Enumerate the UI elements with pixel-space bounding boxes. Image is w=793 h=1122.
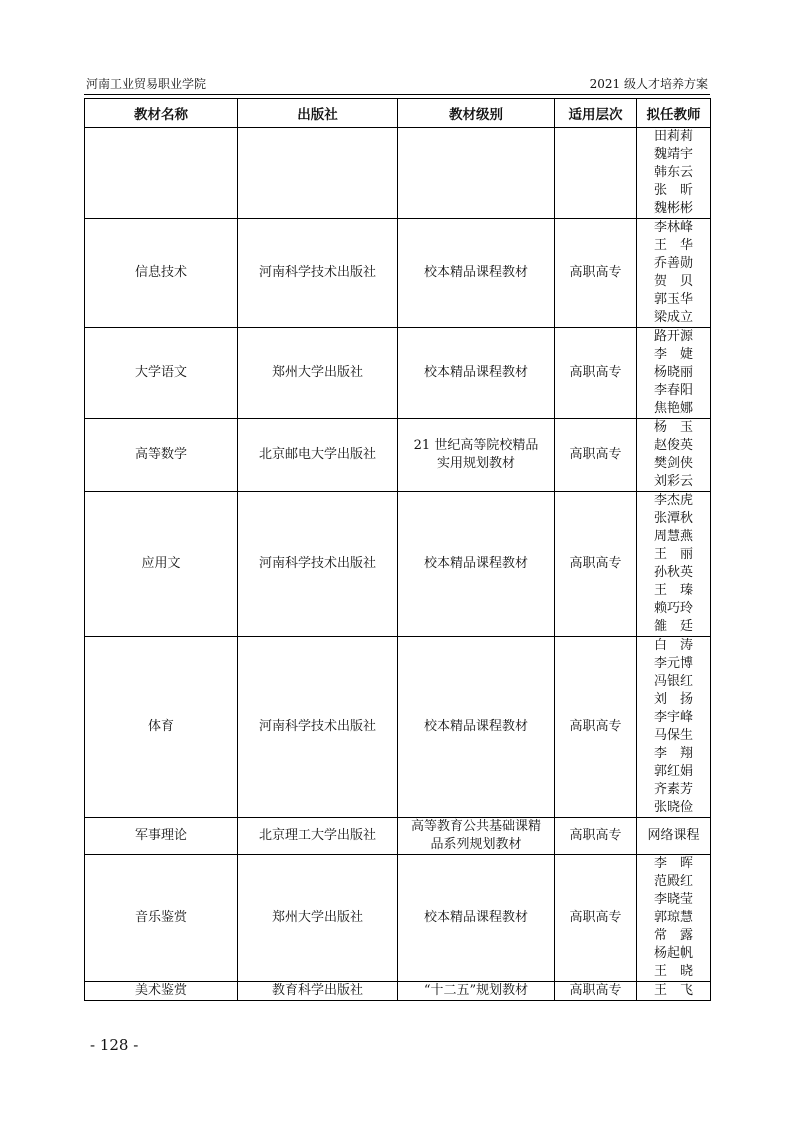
scope-cell: 高职高专 (555, 219, 637, 328)
teacher-name: 赵俊英 (653, 438, 693, 453)
teacher-name: 范殿红 (653, 874, 693, 889)
column-header-teachers: 拟任教师 (637, 99, 711, 128)
column-header-level: 教材级别 (398, 99, 555, 128)
scope-cell: 高职高专 (555, 982, 637, 1001)
teacher-name: 网络课程 (647, 828, 700, 843)
level-cell (398, 492, 555, 637)
table-header-row (85, 99, 711, 128)
table-row (85, 855, 711, 982)
publisher-cell: 教育科学出版社 (238, 982, 398, 1001)
scope-cell: 高职高专 (555, 419, 637, 492)
teacher-name: 魏彬彬 (653, 201, 693, 216)
level-cell (398, 128, 555, 219)
scope-cell: 高职高专 (555, 492, 637, 637)
teacher-name: 李 晖 (653, 856, 693, 871)
teacher-name: 郭玉华 (653, 292, 693, 307)
publisher-cell: 郑州大学出版社 (238, 855, 398, 982)
teacher-name: 焦艳娜 (653, 401, 693, 416)
publisher-cell: 北京理工大学出版社 (238, 818, 398, 855)
level-text: “十二五”规划教材 (423, 983, 529, 998)
column-header-publisher: 出版社 (238, 99, 398, 128)
level-text: 校本精品课程教材 (423, 556, 528, 571)
textbook-table (84, 98, 711, 1001)
textbook-name-cell: 军事理论 (85, 818, 238, 855)
teacher-name: 田莉莉 (653, 129, 693, 144)
publisher-cell: 北京邮电大学出版社 (238, 419, 398, 492)
teacher-name: 常 露 (653, 928, 693, 943)
teacher-name: 王 丽 (653, 547, 693, 562)
teacher-name: 樊剑侠 (653, 456, 693, 471)
scope-cell: 高职高专 (555, 818, 637, 855)
institution-name: 河南工业贸易职业学院 (86, 77, 207, 91)
scope-cell: 高职高专 (555, 328, 637, 419)
teacher-name: 白 涛 (653, 638, 693, 653)
publisher-cell: 河南科学技术出版社 (238, 637, 398, 818)
textbook-name-cell: 高等数学 (85, 419, 238, 492)
teacher-name: 杨起帆 (653, 946, 693, 961)
textbook-name-cell: 大学语文 (85, 328, 238, 419)
textbook-name-cell: 美术鉴赏 (85, 982, 238, 1001)
teacher-name: 张 昕 (653, 183, 693, 198)
teachers-cell (637, 128, 711, 219)
teacher-name: 齐素芳 (653, 782, 693, 797)
table-row (85, 128, 711, 219)
teachers-cell (637, 982, 711, 1001)
teacher-name: 王 晓 (653, 964, 693, 979)
textbook-name-cell: 应用文 (85, 492, 238, 637)
teachers-cell (637, 637, 711, 818)
scope-cell: 高职高专 (555, 637, 637, 818)
level-text: 校本精品课程教材 (423, 719, 528, 734)
textbook-name-cell: 体育 (85, 637, 238, 818)
header-rule (84, 94, 710, 95)
publisher-cell: 河南科学技术出版社 (238, 492, 398, 637)
publisher-cell (238, 128, 398, 219)
teacher-name: 李林峰 (653, 220, 693, 235)
table-row (85, 637, 711, 818)
level-cell (398, 637, 555, 818)
teacher-name: 马保生 (653, 728, 693, 743)
textbook-name-cell (85, 128, 238, 219)
teacher-name: 张潭秋 (653, 511, 693, 526)
table-row (85, 982, 711, 1001)
teacher-name: 韩东云 (653, 165, 693, 180)
teacher-name: 魏靖宇 (653, 147, 693, 162)
teacher-name: 王 瑧 (653, 583, 693, 598)
teachers-cell (637, 855, 711, 982)
table-row (85, 818, 711, 855)
teacher-name: 李 翔 (653, 746, 693, 761)
teachers-cell (637, 492, 711, 637)
teacher-name: 王 飞 (653, 983, 693, 998)
level-cell (398, 328, 555, 419)
teacher-name: 梁成立 (653, 310, 693, 325)
level-cell (398, 219, 555, 328)
level-text: 校本精品课程教材 (423, 265, 528, 280)
teacher-name: 李元博 (653, 656, 693, 671)
scope-cell (555, 128, 637, 219)
textbook-name-cell: 信息技术 (85, 219, 238, 328)
teacher-name: 周慧燕 (653, 529, 693, 544)
level-text: 校本精品课程教材 (423, 910, 528, 925)
teacher-name: 李宇峰 (653, 710, 693, 725)
teacher-name: 雒 廷 (653, 619, 693, 634)
teacher-name: 赖巧玲 (653, 601, 693, 616)
level-cell (398, 982, 555, 1001)
publisher-cell: 郑州大学出版社 (238, 328, 398, 419)
teacher-name: 郭琼慧 (653, 910, 693, 925)
teacher-name: 刘彩云 (653, 474, 693, 489)
teacher-name: 杨 玉 (653, 420, 693, 435)
page-number: - 128 - (90, 1036, 139, 1054)
teacher-name: 冯银红 (653, 674, 693, 689)
teacher-name: 李 婕 (653, 347, 693, 362)
textbook-name-cell: 音乐鉴赏 (85, 855, 238, 982)
teachers-cell (637, 328, 711, 419)
teacher-name: 贺 贝 (653, 274, 693, 289)
teacher-name: 王 华 (653, 238, 693, 253)
level-text: 高等教育公共基础课精品系列规划教材 (410, 819, 541, 852)
table-row (85, 328, 711, 419)
plan-title: 2021 级人才培养方案 (589, 77, 708, 91)
teachers-cell (637, 818, 711, 855)
teacher-name: 郭红娟 (653, 764, 693, 779)
level-cell (398, 855, 555, 982)
teacher-name: 李杰虎 (653, 493, 693, 508)
teacher-name: 李晓莹 (653, 892, 693, 907)
teacher-name: 刘 扬 (653, 692, 693, 707)
page-header (84, 74, 710, 94)
column-header-name: 教材名称 (85, 99, 238, 128)
level-cell (398, 818, 555, 855)
publisher-cell: 河南科学技术出版社 (238, 219, 398, 328)
table-row (85, 492, 711, 637)
teacher-name: 杨晓丽 (653, 365, 693, 380)
table-row (85, 419, 711, 492)
teacher-name: 孙秋英 (653, 565, 693, 580)
teachers-cell (637, 219, 711, 328)
teachers-cell (637, 419, 711, 492)
scope-cell: 高职高专 (555, 855, 637, 982)
column-header-scope: 适用层次 (555, 99, 637, 128)
table-body (85, 128, 711, 1001)
teacher-name: 李春阳 (653, 383, 693, 398)
teacher-name: 路开源 (653, 329, 693, 344)
teacher-name: 张晓俭 (653, 800, 693, 815)
level-text: 校本精品课程教材 (423, 365, 528, 380)
table-row (85, 219, 711, 328)
level-text: 21 世纪高等院校精品实用规划教材 (413, 438, 539, 471)
teacher-name: 乔善勋 (653, 256, 693, 271)
level-cell (398, 419, 555, 492)
